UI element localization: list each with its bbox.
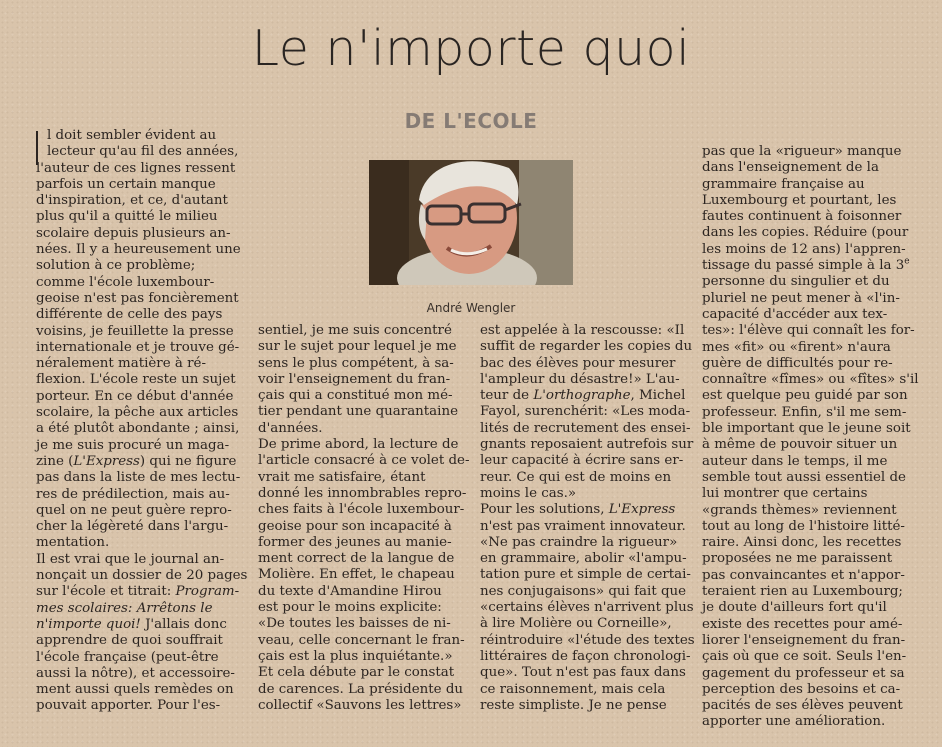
text-line: De prime abord, la lecture de: [258, 437, 459, 453]
text-line: [36, 584, 246, 600]
text-line: suffit de regarder les copies du: [480, 339, 693, 355]
text-line: lecteur qu'au fil des années,: [47, 144, 239, 160]
text-run: ) qui ne figure: [139, 453, 237, 469]
text-line: «De toutes les baisses de ni-: [258, 616, 451, 632]
text-line: «grands thèmes» reviennent: [702, 502, 897, 518]
text-line: je me suis procuré un maga-: [36, 437, 230, 453]
author-portrait-image: [369, 160, 573, 285]
text-line: réintroduire «l'étude des textes: [480, 632, 695, 648]
text-line: bac des élèves pour mesurer: [480, 355, 676, 371]
text-line: res de prédilection, mais au-: [36, 486, 230, 502]
text-line: porteur. En ce début d'année: [36, 388, 234, 404]
text-line: comme l'école luxembour-: [36, 274, 215, 290]
text-line: l'article consacré à ce volet de-: [258, 453, 470, 469]
text-line: professeur. Enfin, s'il me sem-: [702, 404, 907, 420]
quoted-headline: Program-: [175, 584, 240, 600]
text-line: sentiel, je me suis concentré: [258, 323, 452, 338]
article-column-4: [702, 144, 919, 731]
text-line: dans les copies. Réduire (pour: [702, 225, 909, 241]
text-line: les moins de 12 ans) l'appren-: [702, 241, 906, 257]
magazine-name: L'Express: [73, 453, 140, 469]
text-line: [702, 258, 912, 274]
text-line: à lire Molière ou Corneille»,: [480, 616, 672, 632]
text-line: sens le plus compétent, à sa-: [258, 355, 454, 371]
text-line: quel on ne peut guère repro-: [36, 502, 232, 518]
book-title: L'orthographe: [533, 388, 631, 404]
text-line: vrait me satisfaire, étant: [258, 469, 426, 485]
text-line: tation pure et simple de certai-: [480, 567, 691, 583]
text-line: est pour le moins explicite:: [258, 600, 442, 616]
text-line: parfois un certain manque: [36, 176, 216, 192]
text-line: dans l'enseignement de la: [702, 160, 879, 176]
text-line: lui montrer que certains: [702, 486, 868, 502]
text-line: raire. Ainsi donc, les recettes: [702, 535, 902, 551]
text-line: pas que la «rigueur» manque: [702, 144, 902, 159]
text-line: pluriel ne peut mener à «l'in-: [702, 290, 900, 306]
text-line: donné les innombrables repro-: [258, 485, 467, 501]
text-line: geoise n'est pas foncièrement: [36, 290, 239, 306]
text-line: «Ne pas craindre la rigueur»: [480, 534, 678, 550]
text-line: ches faits à l'école luxembour-: [258, 502, 465, 518]
text-line: çais est la plus inquiétante.»: [258, 648, 453, 664]
text-line: voisins, je feuillette la presse: [36, 323, 234, 339]
text-line: guère de difficultés pour re-: [702, 355, 893, 371]
text-line: Il est vrai que le journal an-: [36, 551, 225, 567]
text-line: en grammaire, abolir «l'ampu-: [480, 551, 687, 567]
text-line: tout au long de l'histoire litté-: [702, 518, 905, 534]
text-line: Luxembourg et pourtant, les: [702, 192, 897, 208]
text-run: teur de: [480, 388, 534, 404]
text-line: ment aussi quels remèdes on: [36, 682, 234, 698]
text-line: différente de celle des pays: [36, 307, 223, 323]
text-line: cher la légèreté dans l'argu-: [36, 519, 229, 535]
text-line: Fayol, surenchérit: «Les moda-: [480, 404, 691, 420]
quoted-headline: mes scolaires: Arrêtons le: [36, 600, 213, 616]
text-line: je doute d'ailleurs fort qu'il: [702, 600, 887, 616]
article-column-2: [258, 323, 470, 714]
text-line: ce raisonnement, mais cela: [480, 681, 666, 697]
text-line: çais où que ce soit. Seuls l'en-: [702, 649, 907, 665]
text-line: perception des besoins et ca-: [702, 681, 901, 697]
text-line: d'inspiration, et ce, d'autant: [36, 193, 228, 209]
text-line: apporter une amélioration.: [702, 714, 886, 730]
photo-caption: André Wengler: [426, 301, 516, 315]
text-line: apprendre de quoi souffrait: [36, 633, 223, 649]
quoted-headline: n'importe quoi!: [36, 616, 141, 632]
text-line: ment correct de la langue de: [258, 551, 455, 567]
text-line: grammaire française au: [702, 176, 865, 192]
text-line: internationale et je trouve gé-: [36, 339, 240, 355]
text-line: aussi la nôtre), et accessoire-: [36, 665, 235, 681]
article-subtitle: DE L'ECOLE: [404, 109, 538, 133]
text-line: est quelque peu guidé par son: [702, 388, 908, 404]
text-line: lités de recrutement des ensei-: [480, 420, 691, 436]
text-line: est appelée à la rescousse: «Il: [480, 323, 685, 338]
article-column-3: [480, 323, 695, 714]
text-line: fautes continuent à foisonner: [702, 209, 902, 225]
text-line: solution à ce problème;: [36, 258, 196, 274]
text-line: d'années.: [258, 420, 323, 436]
author-photo: [369, 160, 573, 285]
text-line: capacité d'accéder aux tex-: [702, 306, 888, 322]
text-line: [36, 454, 246, 470]
text-line: Molière. En effet, le chapeau: [258, 567, 455, 583]
text-line: tes»: l'élève qui connaît les for-: [702, 323, 915, 339]
text-line: nes conjugaisons» qui fait que: [480, 583, 687, 599]
text-line: a été plutôt abondante ; ainsi,: [36, 421, 240, 437]
text-line: pouvait apporter. Pour l'es-: [36, 698, 221, 714]
text-line: [480, 502, 692, 518]
text-line: [480, 388, 692, 404]
text-line: reste simpliste. Je ne pense: [480, 697, 667, 713]
text-line: gagement du professeur et sa: [702, 665, 905, 681]
text-line: sur le sujet pour lequel je me: [258, 339, 457, 355]
text-line: moins le cas.»: [480, 485, 577, 501]
text-line: liorer l'enseignement du fran-: [702, 632, 906, 648]
text-line: [36, 601, 246, 617]
text-line: du texte d'Amandine Hirou: [258, 583, 442, 599]
text-line: scolaire, la pêche aux articles: [36, 405, 239, 421]
article-title: Le n'importe quoi: [251, 20, 691, 77]
text-line: former des jeunes au manie-: [258, 534, 452, 550]
text-line: personne du singulier et du: [702, 274, 890, 290]
text-line: existe des recettes pour amé-: [702, 616, 903, 632]
text-line: Et cela débute par le constat: [258, 665, 455, 681]
text-line: pas dans la liste de mes lectu-: [36, 470, 241, 486]
text-line: néralement matière à ré-: [36, 356, 206, 372]
text-line: semble tout aussi essentiel de: [702, 469, 906, 485]
text-line: plus qu'il a quitté le milieu: [36, 209, 218, 225]
text-run: J'allais donc: [140, 616, 227, 632]
text-run: Pour les solutions,: [480, 502, 609, 518]
text-run: tissage du passé simple à la 3: [702, 258, 905, 274]
text-line: de carences. La présidente du: [258, 681, 464, 697]
text-line: mentation.: [36, 535, 110, 551]
text-line: connaître «fîmes» ou «fîtes» s'il: [702, 372, 919, 388]
text-line: pas convaincantes et n'appor-: [702, 567, 905, 583]
article-column-1: [36, 128, 246, 715]
text-line: nées. Il y a heureusement une: [36, 242, 241, 258]
text-line: l'école française (peut-être: [36, 649, 219, 665]
text-line: tier pendant une quarantaine: [258, 404, 458, 420]
text-line: collectif «Sauvons les lettres»: [258, 697, 462, 713]
text-line: veau, celle concernant le fran-: [258, 632, 465, 648]
text-line: l'ampleur du désastre!» L'au-: [480, 371, 680, 387]
text-line: ble important que le jeune soit: [702, 421, 911, 437]
text-run: zine (: [36, 453, 74, 469]
text-line: l'auteur de ces lignes ressent: [36, 160, 236, 176]
text-line: pacités de ses élèves peuvent: [702, 698, 903, 714]
text-line: voir l'enseignement du fran-: [258, 371, 451, 387]
text-line: mes «fit» ou «firent» n'aura: [702, 339, 891, 355]
text-line: [36, 617, 246, 633]
text-line: n'est pas vraiment innovateur.: [480, 518, 686, 534]
text-run: , Michel: [630, 388, 686, 404]
text-line: teraient rien au Luxembourg;: [702, 584, 903, 600]
text-line: scolaire depuis plusieurs an-: [36, 225, 231, 241]
text-line: geoise pour son incapacité à: [258, 518, 452, 534]
magazine-name: L'Express: [608, 502, 676, 518]
text-line: reur. Ce qui est de moins en: [480, 469, 672, 485]
text-run: sur l'école et titrait:: [36, 584, 176, 600]
text-line: proposées ne me paraissent: [702, 551, 893, 567]
text-line: flexion. L'école reste un sujet: [36, 372, 236, 388]
text-line: littéraires de façon chronologi-: [480, 648, 691, 664]
text-line: «certains élèves n'arrivent plus: [480, 600, 694, 616]
text-line: l doit sembler évident au: [47, 128, 217, 143]
text-line: nonçait un dossier de 20 pages: [36, 568, 248, 584]
text-line: auteur dans le temps, il me: [702, 453, 888, 469]
text-line: gnants reposaient autrefois sur: [480, 437, 694, 453]
text-line: leur capacité à écrire sans er-: [480, 453, 684, 469]
superscript: e: [904, 256, 910, 267]
text-line: que». Tout n'est pas faux dans: [480, 665, 686, 681]
text-line: à même de pouvoir situer un: [702, 437, 898, 453]
text-line: çais qui a constitué mon mé-: [258, 388, 453, 404]
